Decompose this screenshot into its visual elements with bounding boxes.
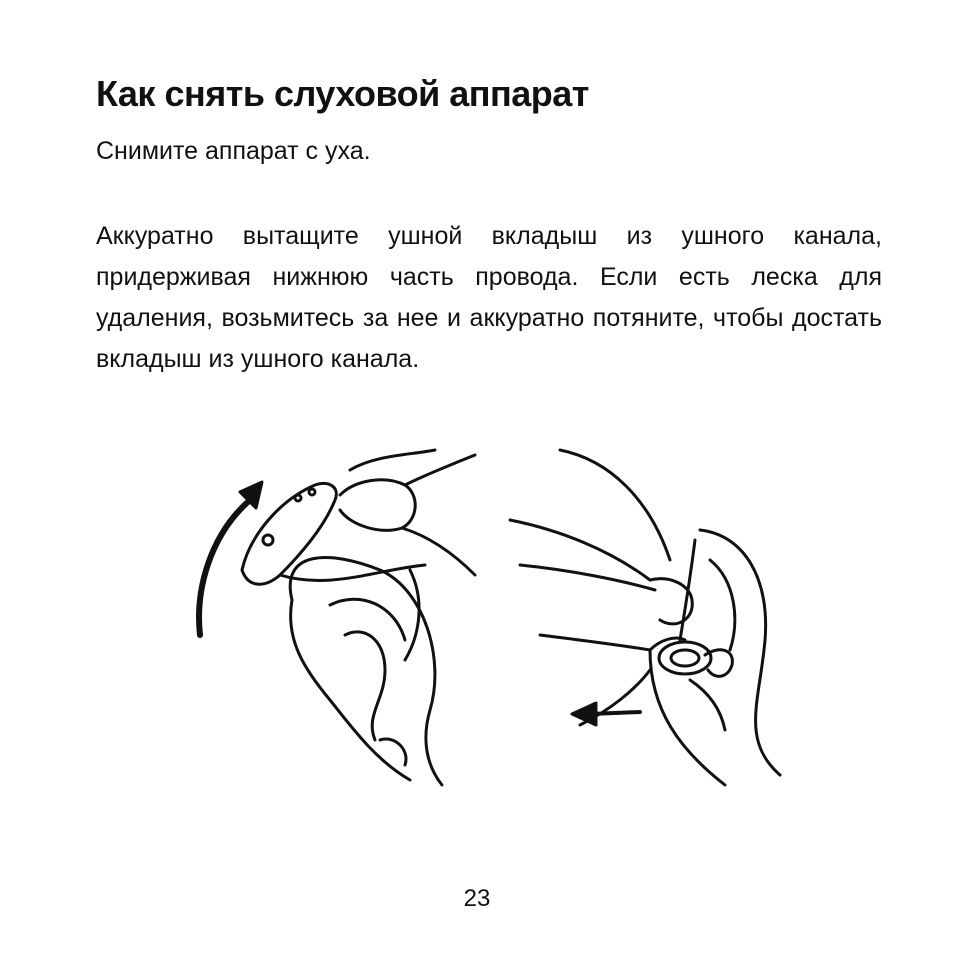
page-number: 23: [463, 885, 491, 912]
right-hand-fingers: [510, 450, 692, 725]
left-ear-drawing: [290, 558, 442, 785]
lead-paragraph: Снимите аппарат с уха.: [96, 137, 371, 165]
page-title: Как снять слуховой аппарат: [96, 73, 589, 114]
instruction-paragraph: Аккуратно вытащите ушной вкладыш из ушного канала, придерживая нижнюю часть провода. Если есть леска для удаления, возьмитесь за нее и аккуратно потяните, чтобы достать вкладыш из ушного канала.: [96, 222, 882, 373]
hearing-aid-device: [242, 483, 425, 584]
left-hand-fingers: [340, 450, 475, 575]
lift-arrow: [199, 482, 262, 635]
removal-illustration: [180, 440, 810, 800]
pull-arrow: [572, 703, 640, 725]
right-ear-drawing: [650, 530, 780, 785]
